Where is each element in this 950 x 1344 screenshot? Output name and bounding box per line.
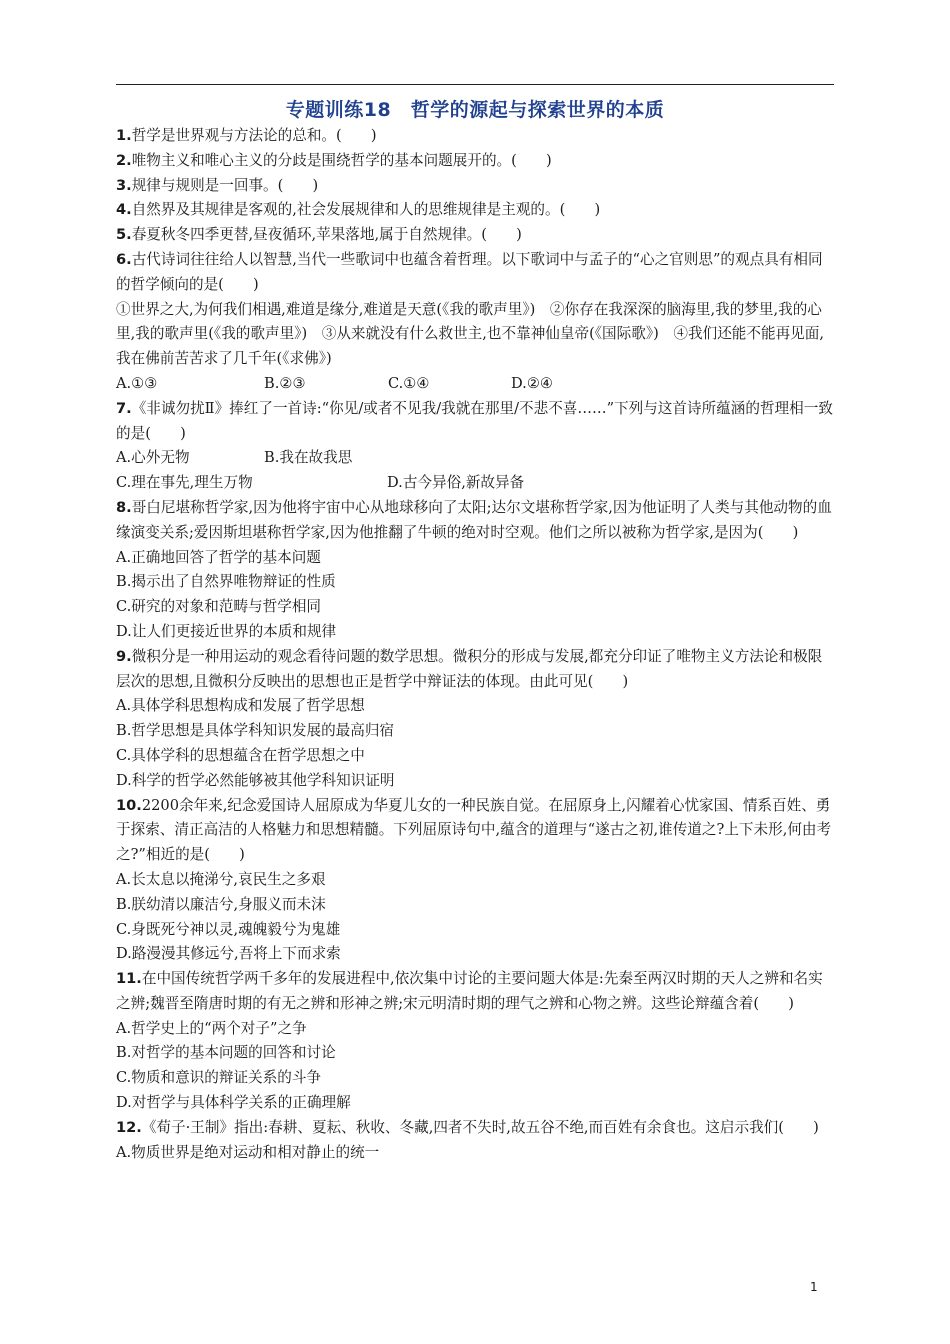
option-b: B.我在故我思 — [264, 449, 353, 467]
option-d: D.让人们更接近世界的本质和规律 — [116, 622, 337, 640]
question-number: 2. — [116, 151, 132, 169]
question-7-options-row-2 — [116, 471, 834, 496]
question-text: 《荀子·王制》指出:春耕、夏耘、秋收、冬藏,四者不失时,故五谷不绝,而百姓有余食也。这启示我们( ) — [141, 1118, 819, 1136]
question-text: 《非诚勿扰Ⅱ》捧红了一首诗:“你见/或者不见我/我就在那里/不悲不喜……”下列与这首诗所蕴涵的哲理相一致的是( ) — [116, 399, 833, 442]
option-c: C.①④ — [388, 374, 430, 392]
option-b: B.对哲学的基本问题的回答和讨论 — [116, 1044, 336, 1062]
question-number: 8. — [116, 498, 132, 516]
question-2 — [116, 149, 834, 174]
option-a: A.具体学科思想构成和发展了哲学思想 — [116, 697, 365, 715]
question-number: 10. — [116, 796, 142, 814]
option-d: D.对哲学与具体科学关系的正确理解 — [116, 1094, 351, 1112]
question-text: 2200余年来,纪念爱国诗人屈原成为华夏儿女的一种民族自觉。在屈原身上,闪耀着心忧家国、情系百姓、勇于探索、清正高洁的人格魅力和思想精髓。下列屈原诗句中,蕴含的道理与“遂古之初,谁传道之?上下未形,何由考之?”相近的是( ) — [116, 796, 832, 864]
question-6-options — [116, 372, 834, 397]
question-4 — [116, 198, 834, 223]
question-7-options-row-1 — [116, 446, 834, 471]
option-c: C.具体学科的思想蕴含在哲学思想之中 — [116, 746, 365, 764]
question-6-stem — [116, 248, 834, 298]
option-b: B.朕幼清以廉洁兮,身服义而未沫 — [116, 895, 326, 913]
option-b: B.哲学思想是具体学科知识发展的最高归宿 — [116, 722, 395, 740]
option-a: A.正确地回答了哲学的基本问题 — [116, 548, 321, 566]
option-a: A.物质世界是绝对运动和相对静止的统一 — [116, 1143, 380, 1161]
question-9-stem — [116, 645, 834, 695]
page-number: 1 — [810, 1280, 818, 1294]
header-rule — [116, 84, 834, 85]
question-12-stem — [116, 1116, 834, 1141]
option-d: D.路漫漫其修远兮,吾将上下而求索 — [116, 945, 341, 963]
option-c: C.身既死兮神以灵,魂魄毅兮为鬼雄 — [116, 920, 341, 938]
option-a: A.①③ — [116, 374, 158, 392]
question-number: 7. — [116, 399, 132, 417]
question-7-stem — [116, 397, 834, 447]
question-text: 哥白尼堪称哲学家,因为他将宇宙中心从地球移向了太阳;达尔文堪称哲学家,因为他证明了人类与其他动物的血缘演变关系;爱因斯坦堪称哲学家,因为他推翻了牛顿的绝对时空观。他们之所以被称为哲学家,是因为( ) — [116, 498, 832, 541]
option-c: C.理在事先,理生万物 — [116, 474, 253, 492]
question-number: 9. — [116, 647, 132, 665]
question-number: 11. — [116, 970, 142, 988]
question-5 — [116, 223, 834, 248]
question-number: 5. — [116, 226, 132, 244]
option-d: D.②④ — [511, 374, 553, 392]
option-c: C.物质和意识的辩证关系的斗争 — [116, 1069, 322, 1087]
question-1 — [116, 124, 834, 149]
question-11-stem — [116, 967, 834, 1017]
question-number: 6. — [116, 250, 132, 268]
question-text: 自然界及其规律是客观的,社会发展规律和人的思维规律是主观的。( ) — [131, 201, 601, 219]
question-number: 4. — [116, 201, 132, 219]
option-a: A.哲学史上的“两个对子”之争 — [116, 1019, 307, 1037]
question-text: 规律与规则是一回事。( ) — [131, 176, 319, 194]
question-number: 1. — [116, 127, 132, 144]
question-number: 12. — [116, 1118, 142, 1136]
option-b: B.揭示出了自然界唯物辩证的性质 — [116, 573, 336, 591]
question-number: 3. — [116, 176, 132, 194]
option-a: A.长太息以掩涕兮,哀民生之多艰 — [116, 870, 326, 888]
question-list — [116, 124, 834, 1165]
question-text: 唯物主义和唯心主义的分歧是围绕哲学的基本问题展开的。( ) — [131, 151, 552, 169]
question-text: 春夏秋冬四季更替,昼夜循环,苹果落地,属于自然规律。( ) — [131, 226, 522, 244]
question-10-stem — [116, 794, 834, 868]
option-d: D.科学的哲学必然能够被其他学科知识证明 — [116, 771, 395, 789]
question-text: 哲学是世界观与方法论的总和。( ) — [131, 127, 377, 144]
question-8-stem — [116, 496, 834, 546]
option-b: B.②③ — [264, 374, 306, 392]
question-text: 微积分是一种用运动的观念看待问题的数学思想。微积分的形成与发展,都充分印证了唯物主义方法论和极限层次的思想,且微积分反映出的思想也正是哲学中辩证法的体现。由此可见( ) — [116, 647, 823, 690]
option-c: C.研究的对象和范畴与哲学相同 — [116, 598, 322, 616]
option-d: D.古今异俗,新故异备 — [387, 474, 525, 492]
question-3 — [116, 174, 834, 199]
question-text: 古代诗词往往给人以智慧,当代一些歌词中也蕴含着哲理。以下歌词中与孟子的“心之官则思”的观点具有相同的哲学倾向的是( ) — [116, 250, 823, 293]
option-a: A.心外无物 — [116, 449, 190, 467]
question-text: 在中国传统哲学两千多年的发展进程中,依次集中讨论的主要问题大体是:先秦至两汉时期的天人之辨和名实之辨;魏晋至隋唐时期的有无之辨和形神之辨;宋元明清时期的理气之辨和心物之辨。这些论辩蕴含着( ) — [116, 970, 823, 1012]
page-title: 专题训练18 哲学的源起与探索世界的本质 — [285, 99, 665, 121]
question-6-material: ①世界之大,为何我们相遇,难道是缘分,难道是天意(《我的歌声里》) ②你存在我深深的脑海里,我的梦里,我的心里,我的歌声里(《我的歌声里》) ③从来就没有什么救世主,也不靠神仙皇帝(《国际歌》) ④我们还能不能再见面,我在佛前苦苦求了几千年(《求佛》) — [116, 300, 824, 368]
